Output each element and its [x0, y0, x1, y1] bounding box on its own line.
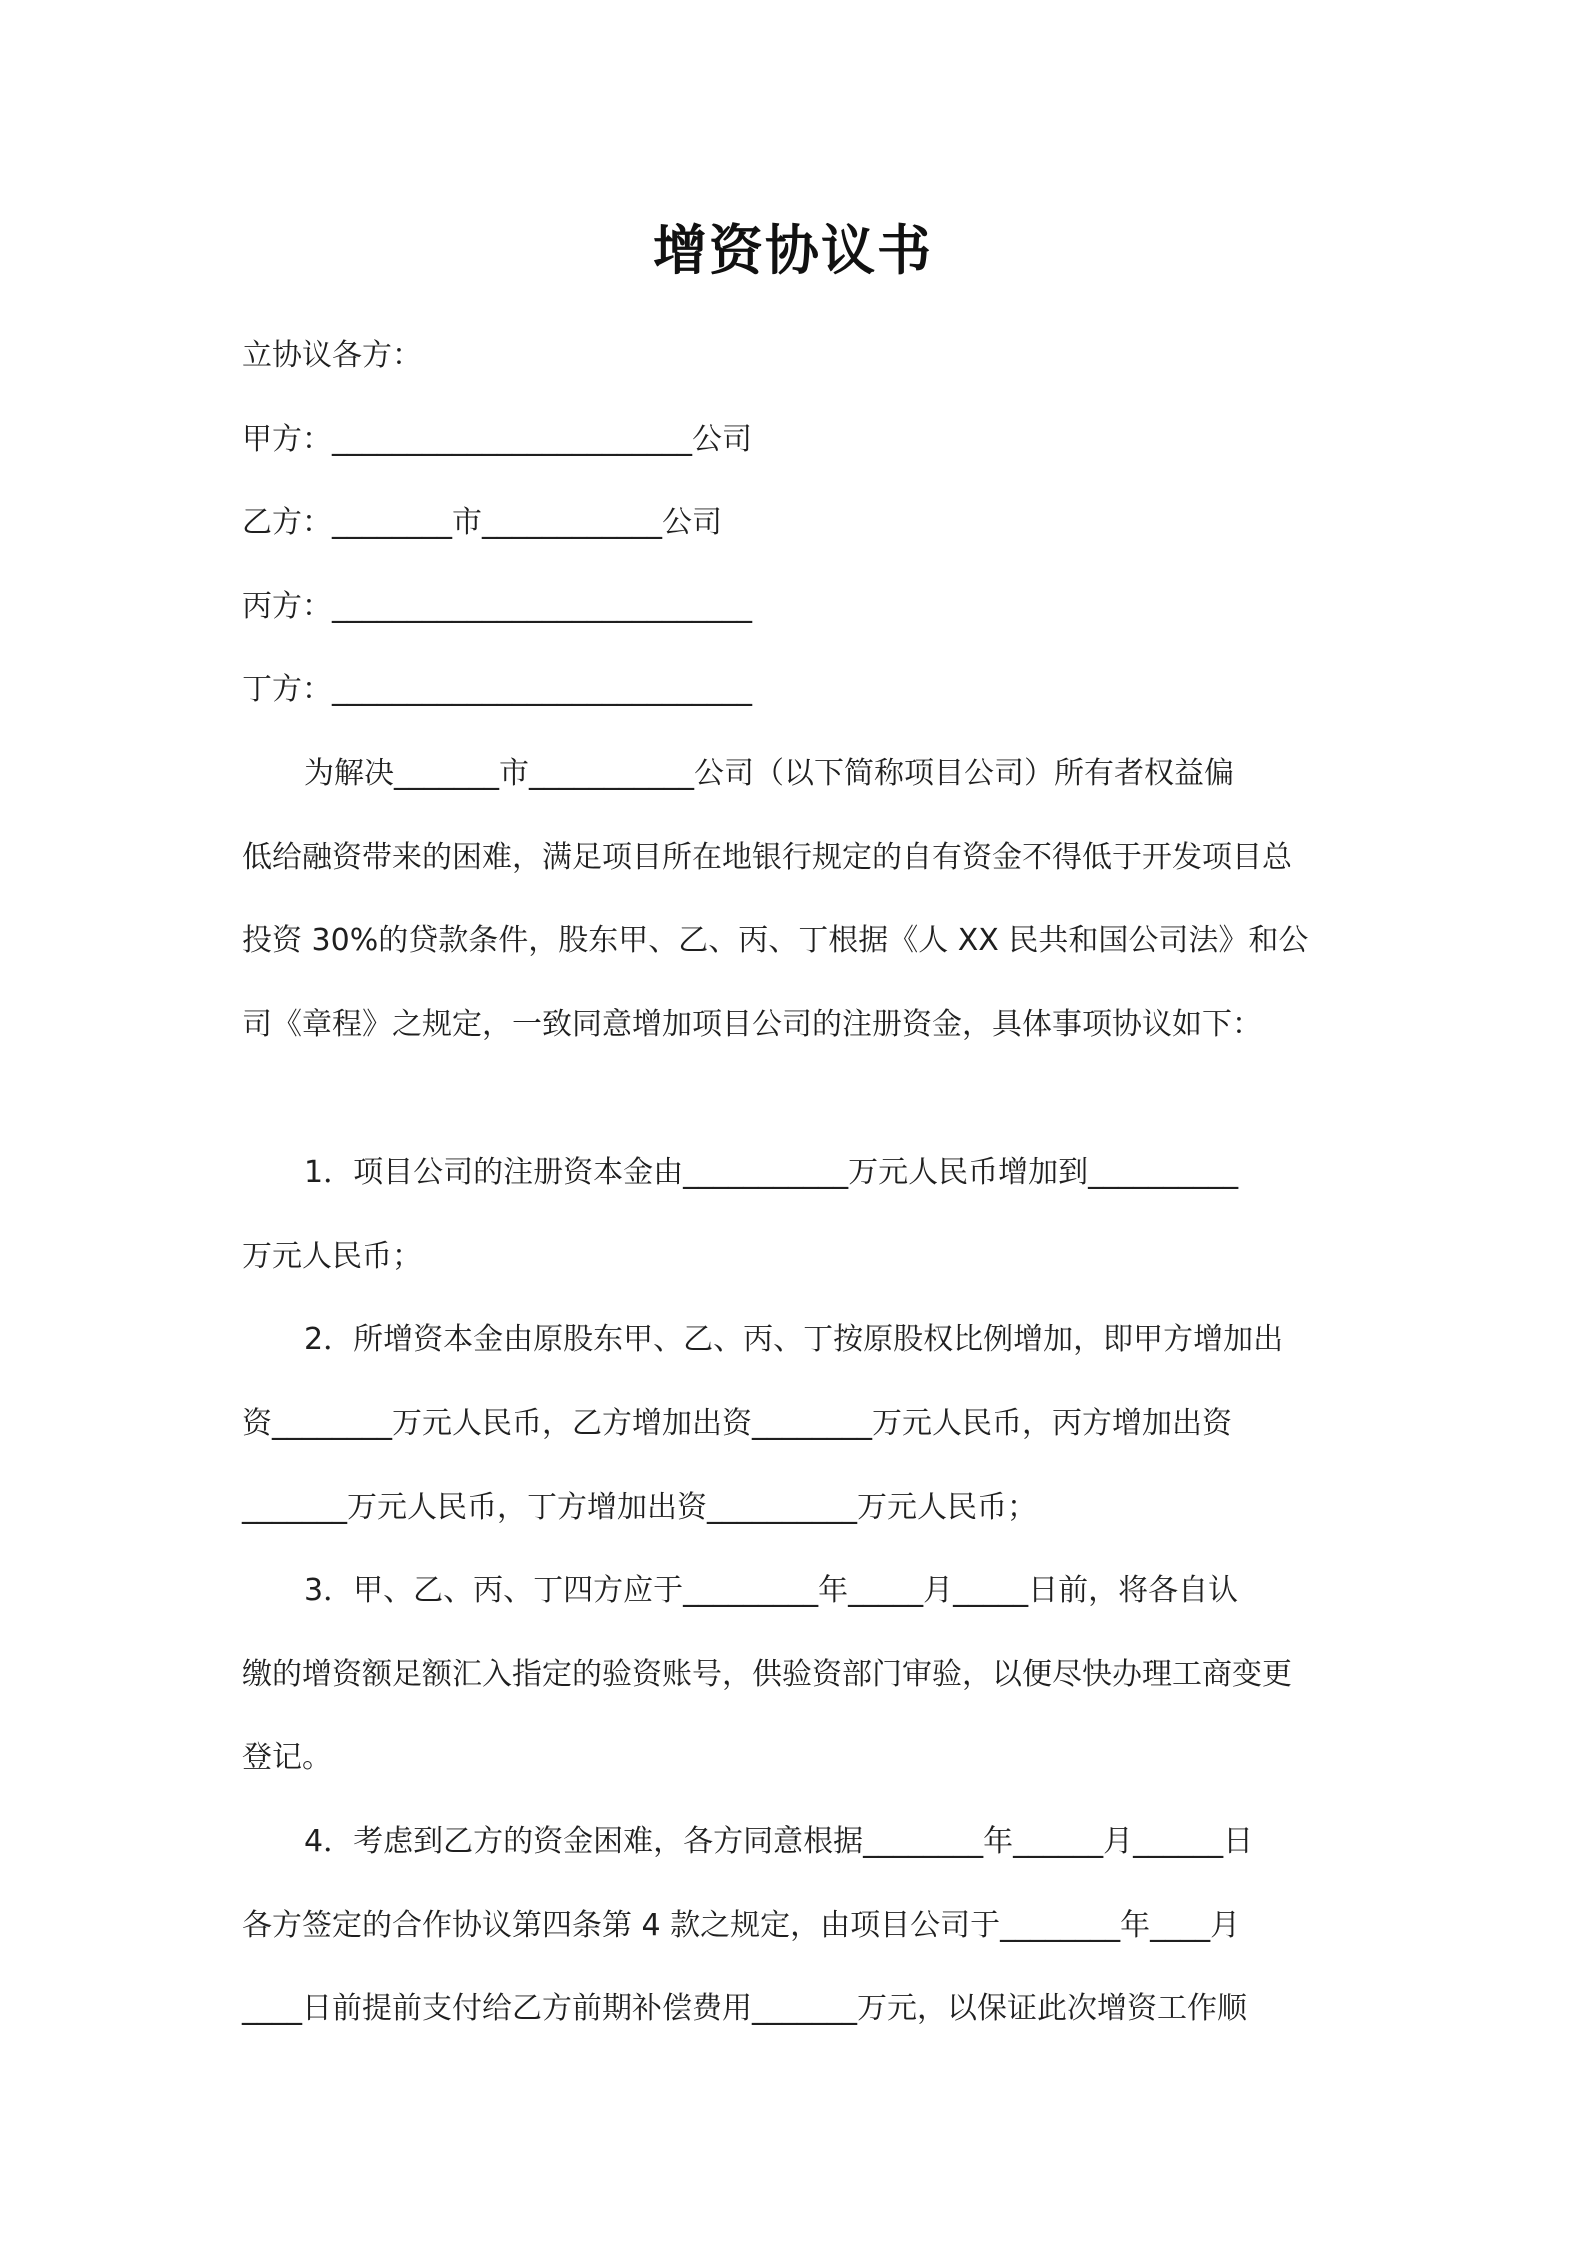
clause-2-line: 资________万元人民币，乙方增加出资________万元人民币，丙方增加出资 — [242, 1406, 1232, 1441]
clause-3-line: 登记。 — [242, 1740, 332, 1775]
party-a-line: 甲方：________________________公司 — [242, 422, 752, 457]
party-d-line: 丁方：____________________________ — [242, 672, 752, 707]
clause-2-line: _______万元人民币，丁方增加出资__________万元人民币； — [242, 1490, 1037, 1525]
clause-1-line: 万元人民币； — [242, 1239, 422, 1274]
clause-4-line: 4．考虑到乙方的资金困难，各方同意根据________年______月______日 — [304, 1824, 1254, 1859]
clause-4-line: 各方签定的合作协议第四条第 4 款之规定，由项目公司于________年____月 — [242, 1908, 1241, 1943]
party-b-line: 乙方：________市____________公司 — [242, 505, 722, 540]
preamble-line: 低给融资带来的困难，满足项目所在地银行规定的自有资金不得低于开发项目总 — [242, 840, 1292, 875]
preamble-line: 为解决_______市___________公司（以下简称项目公司）所有者权益偏 — [304, 756, 1234, 791]
document-title: 增资协议书 — [653, 219, 933, 282]
preamble-line: 投资 30%的贷款条件，股东甲、乙、丙、丁根据《人 XX 民共和国公司法》和公 — [242, 923, 1309, 958]
clause-2-line: 2．所增资本金由原股东甲、乙、丙、丁按原股权比例增加，即甲方增加出 — [304, 1322, 1284, 1357]
party-c-line: 丙方：____________________________ — [242, 589, 752, 624]
preamble-line: 司《章程》之规定，一致同意增加项目公司的注册资金，具体事项协议如下： — [242, 1007, 1262, 1042]
clause-3-line: 缴的增资额足额汇入指定的验资账号，供验资部门审验，以便尽快办理工商变更 — [242, 1657, 1292, 1692]
clause-4-line: ____日前提前支付给乙方前期补偿费用_______万元，以保证此次增资工作顺 — [242, 1991, 1247, 2026]
parties-heading: 立协议各方： — [242, 338, 422, 373]
clause-1-line: 1．项目公司的注册资本金由___________万元人民币增加到__________ — [304, 1155, 1239, 1190]
clause-3-line: 3．甲、乙、丙、丁四方应于_________年_____月_____日前，将各自认 — [304, 1573, 1239, 1608]
